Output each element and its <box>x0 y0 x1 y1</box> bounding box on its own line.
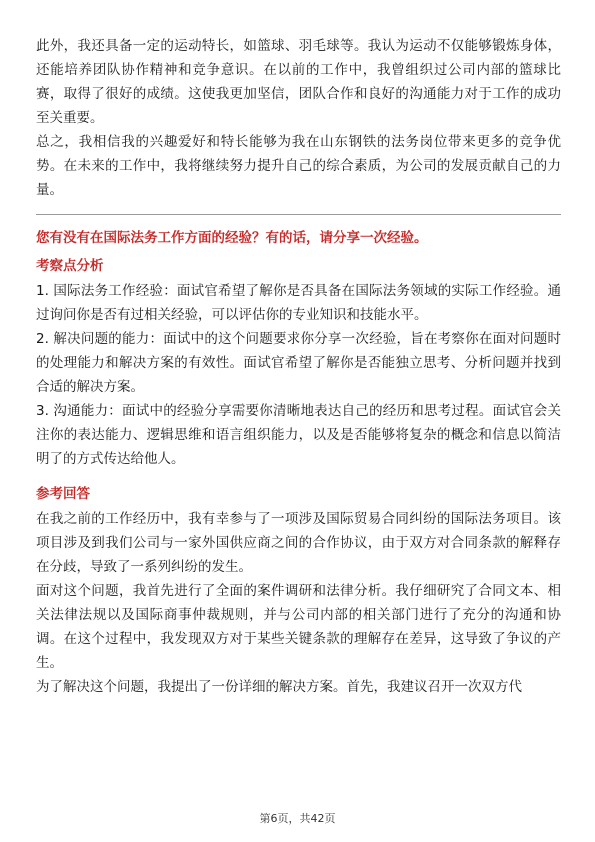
interview-question: 您有没有在国际法务工作方面的经验？有的话，请分享一次经验。 <box>36 230 428 246</box>
analysis-item-1: 1. 国际法务工作经验：面试官希望了解你是否具备在国际法务领域的实际工作经验。通过询问你是否有过相关经验，可以评估你的专业知识和技能水平。 <box>36 283 561 323</box>
page-content <box>36 34 561 699</box>
analysis-item-3: 3. 沟通能力：面试中的经验分享需要你清晰地表达自己的经历和思考过程。面试官会关注你的表达能力、逻辑思维和语言组织能力，以及是否能够将复杂的概念和信息以简洁明了的方式传达给他人。 <box>36 403 561 467</box>
intro-paragraph-1: 此外，我还具备一定的运动特长，如篮球、羽毛球等。我认为运动不仅能够锻炼身体，还能培养团队协作精神和竞争意识。在以前的工作中，我曾组织过公司内部的篮球比赛，取得了很好的成绩。这使我更加坚信，团队合作和良好的沟通能力对于工作的成功至关重要。 <box>36 38 561 126</box>
answer-paragraph-1: 在我之前的工作经历中，我有幸参与了一项涉及国际贸易合同纠纷的国际法务项目。该项目涉及到我们公司与一家外国供应商之间的合作协议，由于双方对合同条款的解释存在分歧，导致了一系列纠纷的发生。 <box>36 511 561 575</box>
analysis-heading: 考察点分析 <box>36 258 104 274</box>
answer-heading: 参考回答 <box>36 486 90 502</box>
page-number: 第6页，共42页 <box>259 812 336 825</box>
analysis-item-2: 2. 解决问题的能力：面试中的这个问题要求你分享一次经验，旨在考察你在面对问题时的处理能力和解决方案的有效性。面试官希望了解你是否能独立思考、分析问题并找到合适的解决方案。 <box>36 331 561 395</box>
answer-paragraph-3: 为了解决这个问题，我提出了一份详细的解决方案。首先，我建议召开一次双方代 <box>36 679 522 695</box>
section-divider <box>36 214 561 215</box>
intro-paragraph-2: 总之，我相信我的兴趣爱好和特长能够为我在山东钢铁的法务岗位带来更多的竞争优势。在未来的工作中，我将继续努力提升自己的综合素质，为公司的发展贡献自己的力量。 <box>36 134 561 198</box>
answer-paragraph-2: 面对这个问题，我首先进行了全面的案件调研和法律分析。我仔细研究了合同文本、相关法律法规以及国际商事仲裁规则，并与公司内部的相关部门进行了充分的沟通和协调。在这个过程中，我发现双方对于某些关键条款的理解存在差异，这导致了争议的产生。 <box>36 583 561 671</box>
